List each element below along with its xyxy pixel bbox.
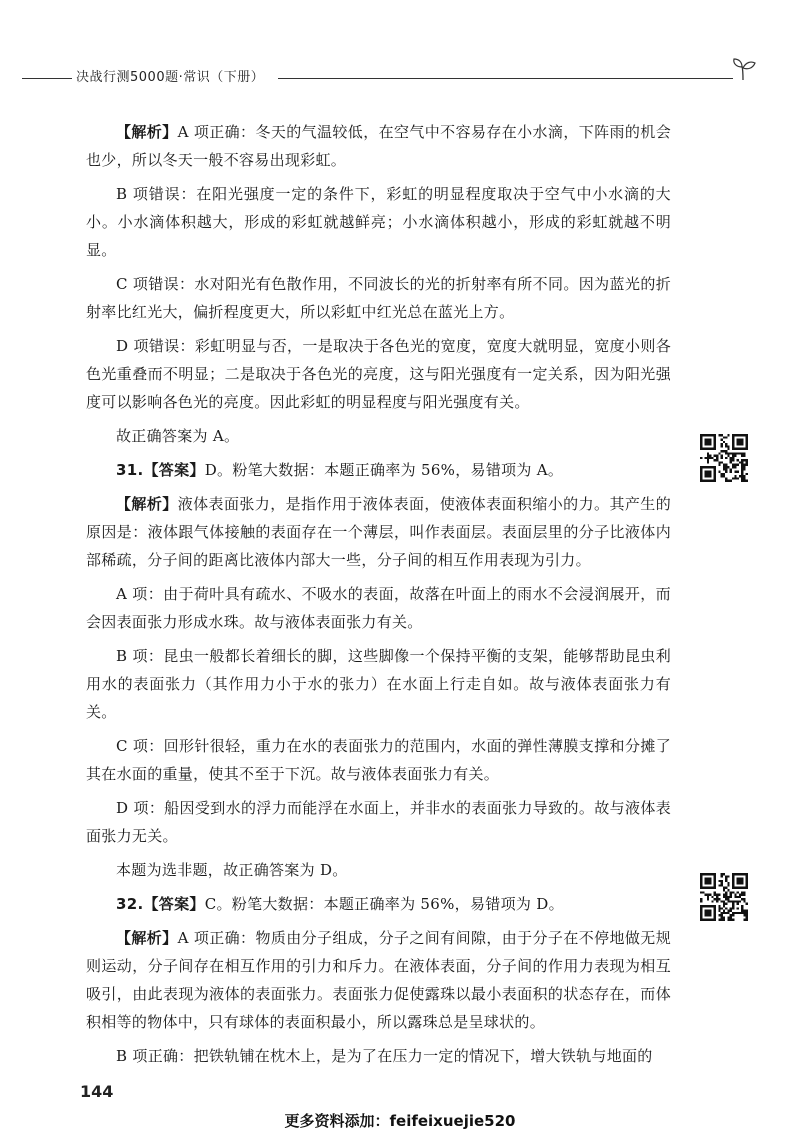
paragraph-tag: 【解析】 <box>116 123 178 141</box>
paragraph <box>86 456 671 484</box>
paragraph-text: B 项：昆虫一般都长着细长的脚，这些脚像一个保持平衡的支架，能够帮助昆虫利用水的表面张力（其作用力小于水的张力）在水面上行走自如。故与液体表面张力有关。 <box>86 647 671 721</box>
paragraph <box>86 642 671 726</box>
paragraph-text: A 项正确：物质由分子组成，分子之间有间隙，由于分子在不停地做无规则运动，分子间存在相互作用的引力和斥力。在液体表面，分子间的作用力表现为相互吸引，由此表现为液体的表面张力。表面张力促使露珠以最小表面积的状态存在，而体积相等的物体中，只有球体的表面积最小，所以露珠总是呈球状的。 <box>86 929 671 1031</box>
paragraph <box>86 890 671 918</box>
paragraph <box>86 794 671 850</box>
paragraph <box>86 332 671 416</box>
paragraph <box>86 118 671 174</box>
answer-tag: 32.【答案】 <box>116 895 205 913</box>
paragraph-text: D。粉笔大数据：本题正确率为 56%，易错项为 A。 <box>204 461 564 479</box>
qr-code-q31[interactable] <box>700 434 748 482</box>
paragraph-text: C 项错误：水对阳光有色散作用，不同波长的光的折射率有所不同。因为蓝光的折射率比红光大，偏折程度更大，所以彩虹中红光总在蓝光上方。 <box>86 275 671 321</box>
paragraph-text: D 项：船因受到水的浮力而能浮在水面上，并非水的表面张力导致的。故与液体表面张力无关。 <box>86 799 671 845</box>
running-header-title: 决战行测5000题·常识（下册） <box>76 70 265 85</box>
paragraph-text: 故正确答案为 A。 <box>116 427 240 445</box>
footer-note: 更多资料添加：feifeixuejie520 <box>284 1112 516 1130</box>
answer-tag: 31.【答案】 <box>116 461 205 479</box>
paragraph <box>86 580 671 636</box>
paragraph <box>86 490 671 574</box>
paragraph-text: 液体表面张力，是指作用于液体表面，使液体表面积缩小的力。其产生的原因是：液体跟气体接触的表面存在一个薄层，叫作表面层。表面层里的分子比液体内部稀疏，分子间的距离比液体内部大一些，分子间的相互作用表现为引力。 <box>86 495 671 569</box>
paragraph <box>86 270 671 326</box>
sprout-icon <box>728 54 758 84</box>
paragraph <box>86 180 671 264</box>
paragraph-text: C。粉笔大数据：本题正确率为 56%，易错项为 D。 <box>204 895 564 913</box>
header-rule-right <box>278 78 733 79</box>
paragraph-text: B 项错误：在阳光强度一定的条件下，彩虹的明显程度取决于空气中小水滴的大小。小水滴体积越大，形成的彩虹就越鲜亮；小水滴体积越小，形成的彩虹就越不明显。 <box>86 185 671 259</box>
paragraph <box>86 1042 671 1070</box>
paragraph <box>86 924 671 1036</box>
paragraph <box>86 422 671 450</box>
paragraph-tag: 【解析】 <box>116 929 178 947</box>
paragraph-text: 本题为选非题，故正确答案为 D。 <box>116 861 348 879</box>
article-body <box>86 118 671 1076</box>
paragraph-tag: 【解析】 <box>116 495 178 513</box>
qr-code-q32[interactable] <box>700 873 748 921</box>
paragraph-text: B 项正确：把铁轨铺在枕木上，是为了在压力一定的情况下，增大铁轨与地面的 <box>116 1047 653 1065</box>
paragraph-text: D 项错误：彩虹明显与否，一是取决于各色光的宽度，宽度大就明显，宽度小则各色光重叠而不明显；二是取决于各色光的亮度，这与阳光强度有一定关系，因为阳光强度可以影响各色光的亮度。因此彩虹的明显程度与阳光强度有关。 <box>86 337 671 411</box>
paragraph-text: A 项正确：冬天的气温较低，在空气中不容易存在小水滴，下阵雨的机会也少，所以冬天一般不容易出现彩虹。 <box>86 123 671 169</box>
paragraph-text: A 项：由于荷叶具有疏水、不吸水的表面，故落在叶面上的雨水不会浸润展开，而会因表面张力形成水珠。故与液体表面张力有关。 <box>86 585 671 631</box>
paragraph <box>86 732 671 788</box>
page-number: 144 <box>80 1082 114 1101</box>
paragraph-text: C 项：回形针很轻，重力在水的表面张力的范围内，水面的弹性薄膜支撑和分摊了其在水面的重量，使其不至于下沉。故与液体表面张力有关。 <box>86 737 671 783</box>
paragraph <box>86 856 671 884</box>
header-rule-left <box>22 78 72 79</box>
